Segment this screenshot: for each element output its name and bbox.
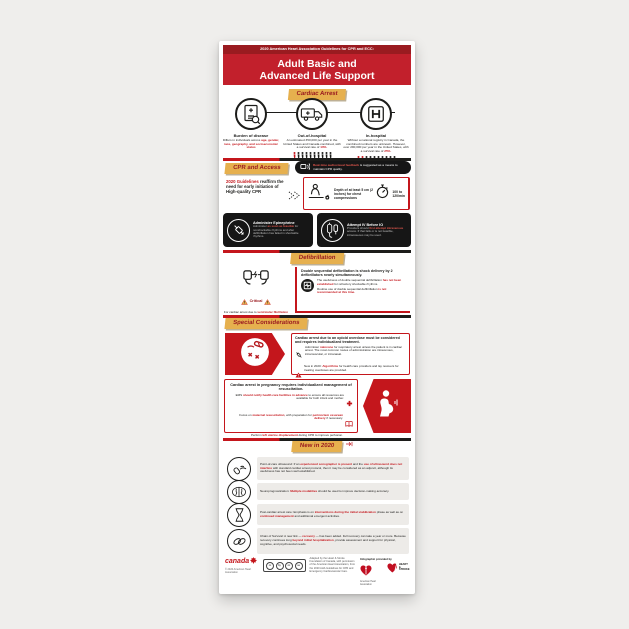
aha-logo-caption: American Heart Association bbox=[360, 581, 376, 586]
hs-line1: HEART & bbox=[398, 562, 408, 569]
epinephrine-content bbox=[253, 221, 309, 239]
double-sequential-box bbox=[295, 267, 410, 313]
heart-and-stroke-logo bbox=[387, 563, 410, 573]
provided-by-block bbox=[360, 557, 410, 586]
double-sequential-bullet-texts bbox=[317, 279, 407, 296]
section-badge-new-in-2020 bbox=[291, 441, 343, 452]
critical-text: For cardiac arrest due to ventricular fibrillation bbox=[223, 310, 289, 314]
badge-label: Special Considerations bbox=[232, 320, 300, 326]
heart-and-stroke-text bbox=[399, 564, 410, 572]
canada-wordmark bbox=[225, 557, 259, 566]
stopwatch-icon bbox=[376, 184, 389, 204]
footer-credits: Adapted by the Heart & Stroke Foundation of Canada, with permission of the American Heart Association, from the 2020 AHA Guidelines for CPR and Emergency Cardiovascular Care. bbox=[309, 557, 356, 573]
rich-text: Post-cardiac arrest care: Emphasis is on interventions during the initial stabilization phase as well as on continued management and additional emergent activities. bbox=[260, 509, 404, 518]
defibrillator-paddles-icon bbox=[242, 273, 270, 290]
critical-label: Critical bbox=[249, 299, 263, 303]
badge-label: Defibrillation bbox=[298, 255, 336, 261]
header-eyebrow: 2020 American Heart Association Guidelines for CPR and ECC: bbox=[223, 45, 411, 54]
page-title-line1: Adult Basic and bbox=[277, 58, 357, 70]
aha-heart-torch-icon bbox=[360, 565, 372, 576]
iv-before-io-content bbox=[347, 223, 407, 237]
badge-label: Cardiac Arrest bbox=[296, 91, 338, 97]
compression-rate-text bbox=[392, 190, 405, 198]
new-item-post-arrest-care bbox=[223, 504, 410, 525]
cc-nc-icon: nc bbox=[285, 562, 293, 570]
new-item-neuroprognostication bbox=[223, 483, 410, 500]
bullet-text: Routine use of double sequential defibrillation is not recommended at this time. bbox=[317, 286, 387, 295]
iv-before-io-card bbox=[317, 213, 411, 247]
new-item-text bbox=[257, 528, 409, 554]
feedback-device-icon bbox=[300, 162, 310, 173]
cardiac-item-title: Out-of-hospital bbox=[297, 133, 327, 138]
badge-label: New in 2020 bbox=[299, 443, 335, 449]
new-item-text bbox=[257, 457, 409, 480]
critical-row bbox=[223, 292, 289, 310]
bullet-text: The usefulness of double sequential defibrillation has not been established for refractory shockable rhythms. bbox=[317, 278, 402, 286]
new-item-text bbox=[257, 483, 409, 500]
warning-triangle-icon bbox=[264, 292, 271, 310]
open-book-icon bbox=[345, 414, 353, 432]
pregnancy-bullet-text: Focus on maternal resuscitation, with preparation for perimortem cesarean delivery if necessary. bbox=[239, 412, 343, 421]
maple-leaf-icon bbox=[250, 557, 257, 566]
canada-logo-block bbox=[225, 557, 259, 574]
dotted-arrow-icon bbox=[287, 188, 300, 206]
pregnancy-bullet bbox=[229, 414, 353, 432]
double-sequential-headline: Double sequential defibrillation is shock delivery by 2 defibrillators nearly simultaneously. bbox=[301, 269, 393, 278]
cardiac-item-burden bbox=[221, 98, 281, 150]
cc-by-icon: by bbox=[276, 562, 284, 570]
cc-sa-icon: sa bbox=[295, 562, 303, 570]
page-title bbox=[223, 54, 411, 85]
canada-wordmark-text: canada bbox=[225, 558, 250, 565]
rich-text: Neuroprognostication: Multiple modalities should be used to improve decision-making accuracy. bbox=[260, 488, 390, 493]
displacement-arrow-icon bbox=[345, 434, 353, 452]
opioid-box bbox=[291, 333, 410, 375]
opioid-bullet-text: Administer naloxone for respiratory arrest unless the patient is in cardiac arrest. The most common routes of administration are intravenous, intramuscular, or intranasal. bbox=[305, 344, 403, 356]
iv-before-io-title: Attempt IV Before IO bbox=[347, 222, 384, 227]
page-title-line2: Advanced Life Support bbox=[259, 70, 375, 82]
syringe-icon bbox=[227, 219, 250, 242]
hourglass-icon bbox=[227, 503, 251, 527]
rate-line1: 100 to bbox=[392, 189, 403, 194]
first-aid-document-icon bbox=[235, 98, 267, 130]
naloxone-syringe-icon bbox=[295, 346, 303, 364]
provided-by-label: Infographic provided by bbox=[360, 557, 392, 561]
section-badge-defibrillation bbox=[290, 253, 344, 264]
opioid-bullet bbox=[295, 346, 406, 364]
chain-link-icon bbox=[227, 529, 251, 553]
rate-line2: 120/min bbox=[392, 193, 405, 198]
guidelines-statement: 2020 Guidelines reaffirm the need for early initiation of High-quality CPR bbox=[226, 179, 284, 195]
badge-label: CPR and Access bbox=[232, 165, 281, 171]
brain-icon bbox=[227, 480, 251, 504]
hs-line2: STROKE bbox=[398, 568, 410, 572]
epinephrine-text: Administer as soon as feasible for nonshockable rhythms and after defibrillation has failed in shockable rhythms. bbox=[253, 224, 299, 239]
ems-cross-icon bbox=[346, 394, 353, 412]
cardiac-item-out-of-hospital bbox=[283, 98, 341, 159]
cardiac-item-title: Burden of disease bbox=[233, 133, 269, 138]
ambulance-icon bbox=[296, 98, 328, 130]
pregnancy-arrow-shape bbox=[363, 379, 411, 433]
opioid-headline: Cardiac arrest due to an opioid overdose must be considered and requires individualized treatment. bbox=[295, 336, 400, 345]
infographic-poster bbox=[219, 41, 415, 594]
rich-text: Point-of-care ultrasound: If an experienced sonographer is present and the use of ultrasound does not interfere with standard cardiac arrest protocol, then it may be considered as an adjunct, although its usefulness has not been well established. bbox=[260, 461, 403, 474]
section-badge-special-considerations bbox=[224, 318, 308, 329]
opioid-face-pills-icon bbox=[240, 337, 270, 372]
ultrasound-probe-icon bbox=[227, 457, 251, 481]
footer bbox=[225, 557, 410, 589]
creative-commons-icons bbox=[263, 559, 306, 572]
defibrillation-critical-block bbox=[223, 267, 289, 318]
feedback-text: Real-time audiovisual feedback is suggested as a means to maintain CPR quality. bbox=[313, 162, 398, 171]
opioid-bullet-text: New in 2020: Algorithms for health care providers and lay rescuers for treating overdoses are provided. bbox=[304, 364, 399, 372]
iv-bag-icon bbox=[321, 219, 344, 242]
cardiac-item-title: In-hospital bbox=[365, 133, 387, 138]
footer-logos bbox=[360, 563, 410, 586]
cardiac-item-text: Without a national registry in Canada, the combined numbers are unknown. However, over 290,000 per year in the United States, with a survival rate of 25%. bbox=[343, 138, 409, 154]
new-item-ultrasound bbox=[223, 457, 410, 480]
pregnancy-headline: Cardiac arrest in pregnancy requires individualized management of resuscitation. bbox=[230, 383, 352, 392]
heart-and-stroke-heart-icon bbox=[387, 563, 398, 573]
footer-copyright: © 2020 American Heart Association bbox=[225, 568, 252, 574]
pregnancy-bullet-text: Perform left uterine displacement during CPR to improve perfusion. bbox=[250, 432, 343, 437]
compression-targets-box bbox=[303, 177, 410, 210]
iv-before-io-text: Providers should first attempt intravenous access. If that fails or is not feasible, intraosseous may be used. bbox=[347, 225, 404, 237]
cardiac-item-text: An estimated 350,000 per year in the United States and Canada combined, with a survival rate of 10%. bbox=[283, 138, 341, 150]
section-badge-cpr-access bbox=[224, 163, 289, 174]
cardiac-item-text: Differs in individuals across age, gender, race, geography, and socioeconomic status bbox=[222, 138, 280, 150]
warning-triangle-icon bbox=[241, 292, 248, 310]
defibrillator-monitor-icon bbox=[301, 279, 314, 297]
pregnancy-bullet bbox=[229, 394, 353, 412]
opioid-arrow-shape bbox=[225, 333, 285, 375]
cpr-compression-icon bbox=[307, 183, 331, 205]
new-item-text bbox=[257, 504, 409, 525]
pregnant-woman-icon bbox=[376, 389, 398, 424]
rich-text: Chain of Survival: A new link — recovery — has been added. Full recovery can take a year or more. Because recovery continues long beyond initial hospitalization, provide assessment and support for physical, cognitive, and psychosocial needs. bbox=[260, 534, 406, 546]
new-item-chain-of-survival bbox=[223, 528, 410, 554]
double-sequential-bullets bbox=[301, 279, 407, 297]
hospital-icon bbox=[360, 98, 392, 130]
feedback-note bbox=[295, 161, 411, 174]
cc-icon: cc bbox=[266, 562, 274, 570]
compression-depth-text: Depth of at least 5 cm (2 inches) for chest compressions bbox=[334, 187, 374, 200]
epinephrine-card bbox=[223, 213, 313, 247]
pregnancy-box bbox=[224, 379, 358, 437]
aha-logo bbox=[360, 563, 383, 586]
pregnancy-bullet-text: EMS should notify health care facilities in advance to ensure all resources are available for both infant and mother. bbox=[235, 392, 344, 401]
epinephrine-title: Administer Epinephrine bbox=[253, 221, 295, 226]
cardiac-item-in-hospital bbox=[343, 98, 409, 163]
